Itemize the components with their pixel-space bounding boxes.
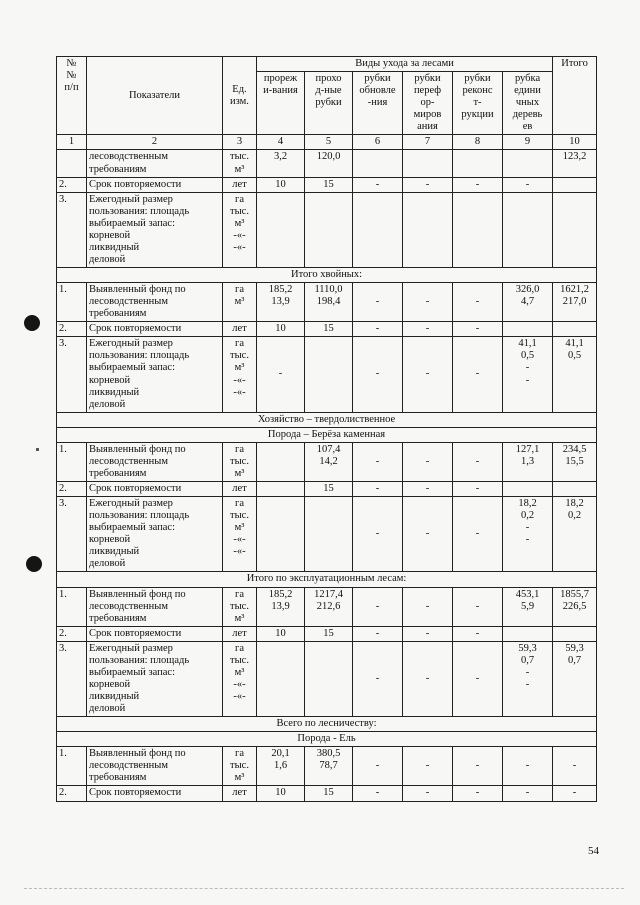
section-heading: Хозяйство – твердолиственное	[57, 412, 597, 427]
row-number: 3.	[57, 192, 87, 267]
column-number: 2	[87, 135, 223, 150]
row-value: 15	[305, 786, 353, 801]
row-indicator: лесоводственным требованиям	[87, 150, 223, 177]
row-unit: лет	[223, 322, 257, 337]
table-row	[57, 322, 597, 337]
row-value: 185,2 13,9	[257, 283, 305, 322]
table-row	[57, 337, 597, 412]
row-number: 3.	[57, 337, 87, 412]
column-number: 10	[553, 135, 597, 150]
section-heading-row	[57, 412, 597, 427]
column-number: 3	[223, 135, 257, 150]
header-unit: Ед. изм.	[223, 57, 257, 135]
column-number: 9	[503, 135, 553, 150]
row-value	[453, 192, 503, 267]
binder-hole	[24, 315, 40, 331]
row-value: 127,1 1,3	[503, 442, 553, 481]
section-heading: Итого по эксплуатационным лесам:	[57, 572, 597, 587]
row-indicator: Срок повторяемости	[87, 482, 223, 497]
row-value: 326,0 4,7	[503, 283, 553, 322]
row-value	[503, 322, 553, 337]
row-value	[257, 442, 305, 481]
row-value: 123,2	[553, 150, 597, 177]
row-value: 453,1 5,9	[503, 587, 553, 626]
row-value: 1855,7 226,5	[553, 587, 597, 626]
header-type-1: прореж и-вания	[257, 72, 305, 135]
table-row	[57, 641, 597, 716]
column-number: 6	[353, 135, 403, 150]
header-indicators: Показатели	[87, 57, 223, 135]
row-value	[553, 626, 597, 641]
header-row-1	[57, 57, 597, 72]
scan-speck	[36, 448, 39, 451]
row-indicator: Выявленный фонд по лесоводственным требованиям	[87, 587, 223, 626]
row-value: -	[403, 177, 453, 192]
row-value	[305, 337, 353, 412]
row-value: 120,0	[305, 150, 353, 177]
row-value: -	[353, 283, 403, 322]
row-value: 10	[257, 322, 305, 337]
row-value: -	[353, 747, 403, 786]
row-value	[553, 322, 597, 337]
section-heading-row	[57, 572, 597, 587]
section-heading: Итого хвойных:	[57, 268, 597, 283]
row-value	[503, 626, 553, 641]
header-total: Итого	[553, 57, 597, 135]
row-value: 1110,0 198,4	[305, 283, 353, 322]
row-value: 20,1 1,6	[257, 747, 305, 786]
row-unit: га тыс. м³ -«- -«-	[223, 641, 257, 716]
row-value: 185,2 13,9	[257, 587, 305, 626]
header-type-4: рубки переф ор- миров ания	[403, 72, 453, 135]
column-number: 7	[403, 135, 453, 150]
row-value: 1621,2 217,0	[553, 283, 597, 322]
row-value: 18,2 0,2	[553, 497, 597, 572]
row-value: 3,2	[257, 150, 305, 177]
row-value: 234,5 15,5	[553, 442, 597, 481]
scan-edge	[24, 888, 624, 889]
row-value: -	[353, 497, 403, 572]
row-indicator: Ежегодный размер пользования: площадь выбираемый запас: корневой ликвидный деловой	[87, 337, 223, 412]
table-row	[57, 150, 597, 177]
row-indicator: Срок повторяемости	[87, 626, 223, 641]
page-number: 54	[588, 845, 599, 857]
table-row	[57, 177, 597, 192]
row-value: -	[403, 626, 453, 641]
row-indicator: Ежегодный размер пользования: площадь выбираемый запас: корневой ликвидный деловой	[87, 192, 223, 267]
row-unit: тыс. м³	[223, 150, 257, 177]
row-number: 2.	[57, 322, 87, 337]
row-indicator: Выявленный фонд по лесоводственным требованиям	[87, 442, 223, 481]
row-value: 15	[305, 177, 353, 192]
subsection-heading-row	[57, 427, 597, 442]
row-value: -	[403, 786, 453, 801]
row-value: 380,5 78,7	[305, 747, 353, 786]
row-value	[257, 497, 305, 572]
row-value: -	[353, 337, 403, 412]
row-value	[353, 192, 403, 267]
row-value: -	[503, 786, 553, 801]
row-value: -	[353, 786, 403, 801]
row-value: -	[403, 442, 453, 481]
row-number: 1.	[57, 442, 87, 481]
row-value: -	[403, 322, 453, 337]
row-indicator: Срок повторяемости	[87, 177, 223, 192]
column-number: 5	[305, 135, 353, 150]
table-row	[57, 192, 597, 267]
row-value: -	[403, 747, 453, 786]
row-unit: га тыс. м³	[223, 442, 257, 481]
row-value: -	[453, 442, 503, 481]
row-value	[353, 150, 403, 177]
column-number: 8	[453, 135, 503, 150]
row-value: -	[553, 786, 597, 801]
row-value: -	[453, 587, 503, 626]
row-value: 10	[257, 626, 305, 641]
row-value: -	[453, 337, 503, 412]
row-value: -	[503, 177, 553, 192]
row-indicator: Выявленный фонд по лесоводственным требованиям	[87, 283, 223, 322]
row-value: -	[353, 442, 403, 481]
table-row	[57, 283, 597, 322]
header-type-5: рубки реконс т- рукции	[453, 72, 503, 135]
row-value: 59,3 0,7 - -	[503, 641, 553, 716]
row-value: -	[353, 177, 403, 192]
row-number	[57, 150, 87, 177]
row-value: -	[453, 322, 503, 337]
header-type-2: прохо д-ные рубки	[305, 72, 353, 135]
header-type-3: рубки обновле -ния	[353, 72, 403, 135]
row-value: -	[453, 641, 503, 716]
row-value	[553, 192, 597, 267]
section-heading-row	[57, 717, 597, 732]
section-heading-row	[57, 268, 597, 283]
row-value	[503, 192, 553, 267]
row-number: 1.	[57, 283, 87, 322]
row-value	[553, 482, 597, 497]
row-value: -	[257, 337, 305, 412]
row-number: 1.	[57, 747, 87, 786]
row-unit: га м³	[223, 283, 257, 322]
row-unit: га тыс. м³	[223, 747, 257, 786]
row-number: 2.	[57, 177, 87, 192]
row-unit: лет	[223, 786, 257, 801]
row-value: 41,1 0,5 - -	[503, 337, 553, 412]
table-row	[57, 626, 597, 641]
row-value: -	[353, 587, 403, 626]
row-number: 1.	[57, 587, 87, 626]
row-value: 59,3 0,7	[553, 641, 597, 716]
header-num: № № п/п	[57, 57, 87, 135]
header-care-types: Виды ухода за лесами	[257, 57, 553, 72]
row-number: 2.	[57, 482, 87, 497]
row-value	[257, 482, 305, 497]
row-value: -	[453, 177, 503, 192]
row-value: 41,1 0,5	[553, 337, 597, 412]
column-number: 4	[257, 135, 305, 150]
row-number: 2.	[57, 626, 87, 641]
row-value: 15	[305, 626, 353, 641]
row-value: -	[403, 497, 453, 572]
row-value	[305, 497, 353, 572]
row-value: -	[403, 641, 453, 716]
row-unit: лет	[223, 177, 257, 192]
row-number: 3.	[57, 497, 87, 572]
table-row	[57, 442, 597, 481]
row-indicator: Ежегодный размер пользования: площадь выбираемый запас: корневой ликвидный деловой	[87, 497, 223, 572]
table-row	[57, 747, 597, 786]
row-value: -	[503, 747, 553, 786]
row-indicator: Выявленный фонд по лесоводственным требованиям	[87, 747, 223, 786]
row-value: -	[453, 283, 503, 322]
row-unit: лет	[223, 626, 257, 641]
row-value	[305, 192, 353, 267]
binder-hole	[26, 556, 42, 572]
table-row	[57, 497, 597, 572]
subsection-heading-row	[57, 732, 597, 747]
forest-care-table	[56, 56, 597, 802]
row-value: 15	[305, 322, 353, 337]
header-type-6: рубка едини чных деревь ев	[503, 72, 553, 135]
row-value: -	[403, 587, 453, 626]
row-unit: га тыс. м³ -«- -«-	[223, 337, 257, 412]
row-value	[453, 150, 503, 177]
row-value: 10	[257, 786, 305, 801]
row-unit: га тыс. м³ -«- -«-	[223, 497, 257, 572]
column-number: 1	[57, 135, 87, 150]
row-value	[257, 192, 305, 267]
row-value: -	[353, 641, 403, 716]
section-heading: Всего по лесничеству:	[57, 717, 597, 732]
row-value	[503, 150, 553, 177]
row-indicator: Срок повторяемости	[87, 786, 223, 801]
row-value: -	[353, 482, 403, 497]
row-value	[553, 177, 597, 192]
subsection-heading: Порода - Ель	[57, 732, 597, 747]
subsection-heading: Порода – Берёза каменная	[57, 427, 597, 442]
table-row	[57, 786, 597, 801]
row-number: 3.	[57, 641, 87, 716]
row-unit: га тыс. м³	[223, 587, 257, 626]
row-value: 15	[305, 482, 353, 497]
row-value	[403, 150, 453, 177]
row-value: -	[553, 747, 597, 786]
row-value: -	[403, 337, 453, 412]
row-value	[403, 192, 453, 267]
row-value	[503, 482, 553, 497]
row-indicator: Ежегодный размер пользования: площадь выбираемый запас: корневой ликвидный деловой	[87, 641, 223, 716]
row-value: -	[453, 482, 503, 497]
table-row	[57, 482, 597, 497]
row-value: -	[453, 747, 503, 786]
row-value: 1217,4 212,6	[305, 587, 353, 626]
table-row	[57, 587, 597, 626]
row-value: -	[453, 786, 503, 801]
row-value: -	[403, 283, 453, 322]
row-value: 107,4 14,2	[305, 442, 353, 481]
row-value: -	[453, 626, 503, 641]
row-indicator: Срок повторяемости	[87, 322, 223, 337]
row-unit: лет	[223, 482, 257, 497]
row-value: -	[453, 497, 503, 572]
row-value	[257, 641, 305, 716]
row-value	[305, 641, 353, 716]
row-unit: га тыс. м³ -«- -«-	[223, 192, 257, 267]
row-value: 10	[257, 177, 305, 192]
row-value: -	[403, 482, 453, 497]
row-number: 2.	[57, 786, 87, 801]
row-value: -	[353, 626, 403, 641]
row-value: 18,2 0,2 - -	[503, 497, 553, 572]
column-numbers-row	[57, 135, 597, 150]
row-value: -	[353, 322, 403, 337]
